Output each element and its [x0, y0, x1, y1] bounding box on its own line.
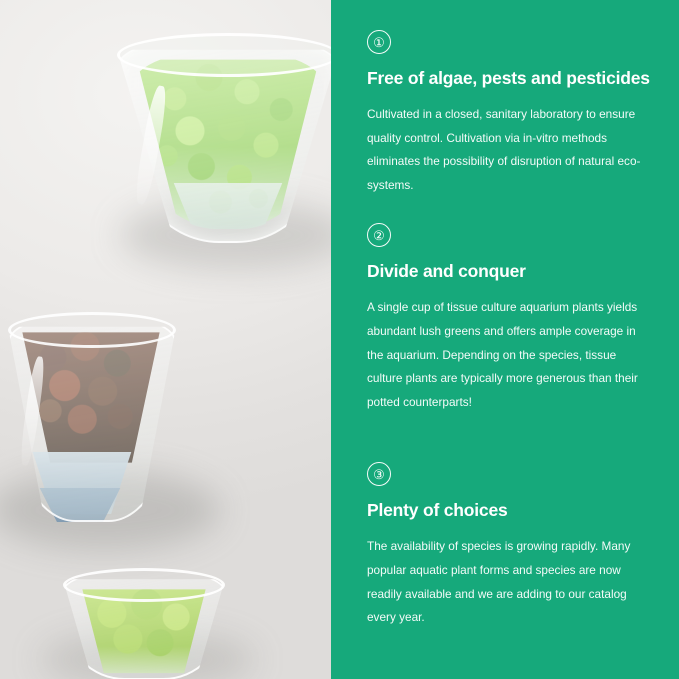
feature-item-1 — [367, 30, 651, 197]
feature-title-1: Free of algae, pests and pesticides — [367, 68, 650, 88]
cup-moss — [63, 568, 225, 679]
feature-title-2: Divide and conquer — [367, 261, 526, 282]
feature-body-1: Cultivated in a closed, sanitary laboratory to ensure quality control. Cultivation via in-vitro methods eliminates the possibility of disruption of natural eco-systems. — [367, 107, 641, 192]
cup-green-pearlweed — [117, 33, 331, 243]
cup-rim — [8, 312, 176, 348]
cup-rim — [63, 568, 225, 602]
cup-rim — [117, 33, 331, 77]
feature-list — [331, 0, 679, 679]
spacer-1 — [367, 201, 651, 223]
feature-number-2: ② — [367, 223, 391, 247]
feature-item-3 — [367, 462, 651, 629]
feature-body-3: The availability of species is growing rapidly. Many popular aquatic plant forms and species are now readily available and we are adding to our catalog every year. — [367, 539, 631, 625]
cup-red-ludwigia — [8, 312, 176, 522]
product-photo — [0, 0, 331, 679]
feature-body-2: A single cup of tissue culture aquarium plants yields abundant lush greens and offers ample coverage in the aquarium. Depending on the species, tissue culture plants are typically more generous than their potted counterparts! — [367, 300, 638, 409]
feature-title-3: Plenty of choices — [367, 500, 508, 521]
feature-number-3: ③ — [367, 462, 391, 486]
feature-item-2 — [367, 223, 651, 414]
feature-number-1: ① — [367, 30, 391, 54]
spacer-2 — [367, 418, 651, 462]
